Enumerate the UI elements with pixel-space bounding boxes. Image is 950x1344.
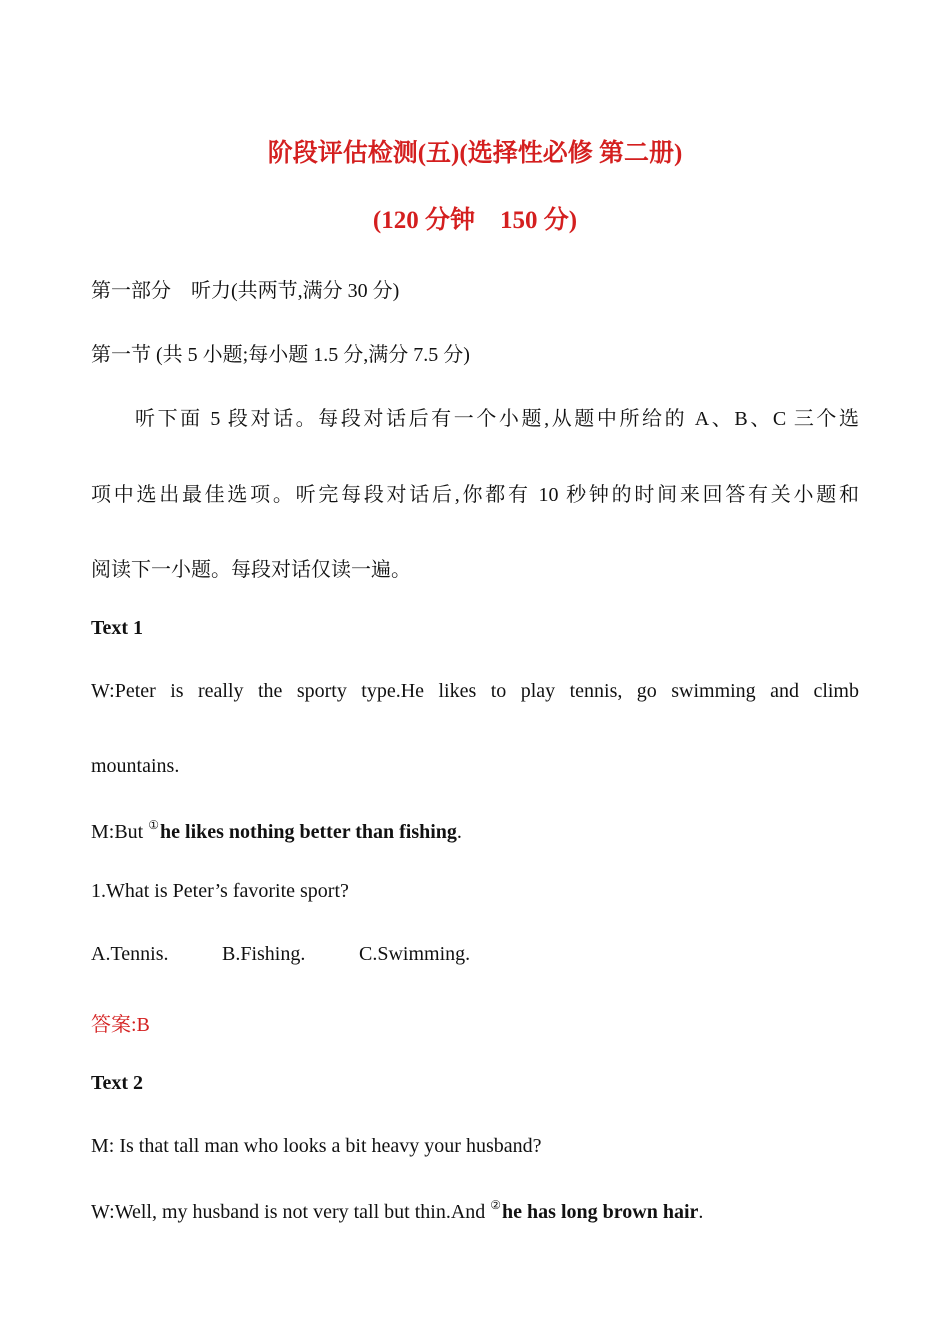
option-a: A.Tennis. (91, 943, 169, 965)
text-1-label: Text 1 (91, 617, 144, 639)
punctuation: . (698, 1201, 704, 1223)
section-heading: 第一节 (共 5 小题;每小题 1.5 分,满分 7.5 分) (91, 344, 470, 366)
answer-1: 答案:B (91, 1014, 150, 1036)
instructions-line-3: 阅读下一小题。每段对话仅读一遍。 (91, 559, 411, 581)
document-subtitle: (120 分钟 150 分) (372, 207, 578, 234)
instructions-line-1: 听下面 5 段对话。每段对话后有一个小题,从题中所给的 A、B、C 三个选 (135, 408, 859, 430)
key-phrase: he has long brown hair (502, 1201, 699, 1223)
text-1-man-line (91, 818, 859, 844)
question-1: 1.What is Peter’s favorite sport? (91, 880, 349, 902)
option-b: B.Fishing. (222, 943, 306, 965)
speaker-prefix: M:But (91, 821, 149, 843)
key-phrase: he likes nothing better than fishing (160, 821, 457, 843)
text-2-man-line: M: Is that tall man who looks a bit heavy your husband? (91, 1135, 542, 1157)
punctuation: . (456, 821, 462, 843)
circled-number-marker: ① (148, 818, 160, 832)
instructions-line-2: 项中选出最佳选项。听完每段对话后,你都有 10 秒钟的时间来回答有关小题和 (91, 484, 859, 506)
text-2-woman-line (91, 1198, 859, 1224)
text-2-label: Text 2 (91, 1072, 144, 1094)
question-1-options (91, 943, 859, 966)
circled-number-marker: ② (490, 1198, 502, 1212)
option-c: C.Swimming. (359, 943, 471, 965)
document-title: 阶段评估检测(五)(选择性必修 第二册) (267, 140, 683, 167)
part-heading: 第一部分 听力(共两节,满分 30 分) (91, 280, 400, 302)
speaker-prefix: W:Well, my husband is not very tall but thin.And (91, 1201, 491, 1223)
text-1-woman-line: W:Peter is really the sporty type.He likes to play tennis, go swimming and climb (91, 680, 859, 702)
text-1-woman-line-continued: mountains. (91, 755, 180, 777)
